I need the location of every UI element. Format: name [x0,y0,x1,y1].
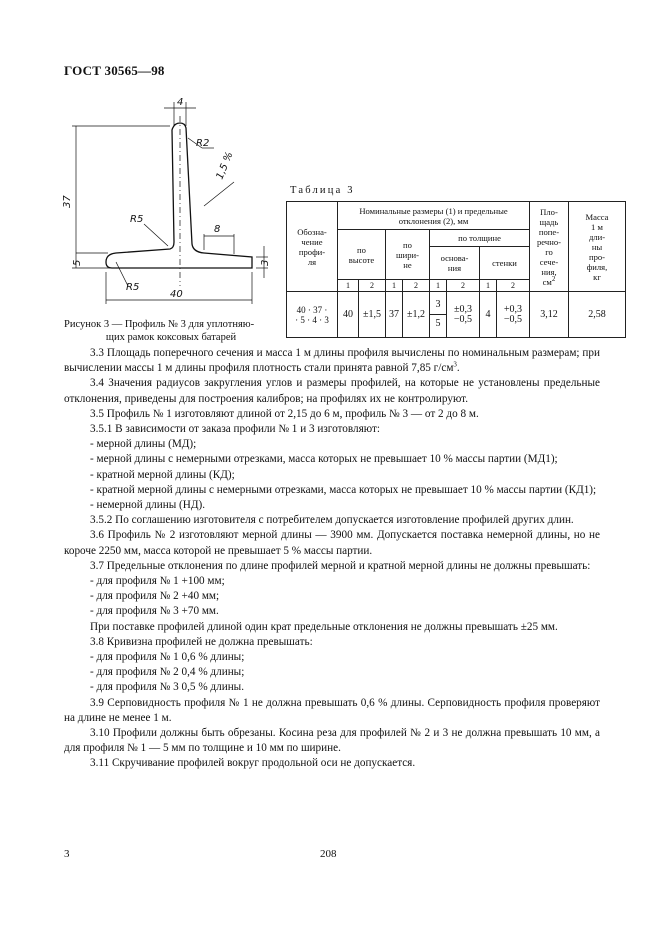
header-by-height: по высоте [338,230,386,280]
paragraph: 3.6 Профиль № 2 изготовляют мерной длины — 3900 мм. Допускается поставка немерной длины, но не короче 2250 мм, масса которой не превышает 5 % массы партии. [64,529,600,557]
dim-radius-top: R2 [196,138,210,149]
col-num: 2 [447,280,480,292]
dim-foot-height: 5 [72,259,83,266]
list-item: - для профиля № 1 0,6 % длины; [90,651,245,664]
row-width-tol: ±1,2 [403,292,430,338]
col-num: 2 [403,280,430,292]
paragraph: 3.4 Значения радиусов закругления углов и размеры профилей, на которые не установлены предельные отклонения, приведены для построения калибров; на профилях их не контролируют. [64,377,600,405]
figure-caption-line2: щих рамок коксовых батарей [105,332,237,343]
header-mass: Масса 1 м дли- ны про- филя, кг [569,202,626,292]
list-item: - немерной длины (НД). [90,499,205,512]
list-item: - для профиля № 2 +40 мм; [90,590,220,603]
header-nominal: Номинальные размеры (1) и предельные отклонения (2), мм [338,202,530,230]
paragraph: 3.5.2 По соглашению изготовителя с потребителем допускается изготовление профилей других длин. [90,514,574,527]
dim-radius-mid: R5 [130,214,144,225]
row-wall-tol: +0,3 −0,5 [497,292,530,338]
col-num: 2 [497,280,530,292]
row-mass: 2,58 [569,292,626,338]
document-header: ГОСТ 30565—98 [64,63,165,78]
col-num: 1 [338,280,359,292]
list-item: - кратной мерной длины (КД); [90,468,235,481]
row-designation: 40 · 37 · · 5 · 4 · 3 [287,292,338,338]
paragraph: 3.5.1 В зависимости от заказа профили № 1 и 3 изготовляют: [90,423,380,436]
paragraph: 3.7 Предельные отклонения по длине профилей мерной и кратной мерной длины не должны превышать: [90,559,591,572]
paragraph: 3.9 Серповидность профиля № 1 не должна превышать 0,6 % длины. Серповидность профиля проверяют на длине не менее 1 м. [64,696,600,724]
col-num: 1 [430,280,447,292]
col-num: 1 [386,280,403,292]
row-width: 37 [386,292,403,338]
list-item: - мерной длины (МД); [90,438,197,451]
list-item: - для профиля № 2 0,4 % длины; [90,666,245,679]
profile-outline [106,123,252,268]
row-area: 3,12 [530,292,569,338]
row-height-tol: ±1,5 [359,292,386,338]
list-item: - для профиля № 3 +70 мм. [90,605,219,618]
header-wall: стенки [480,247,530,280]
list-item: - кратной мерной длины с немерными отрезками, масса которых не превышает 10 % массы партии (КД1); [90,483,597,496]
row-base: 3 5 [430,292,447,338]
body-text [64,346,600,772]
table-title: Таблица 3 [290,185,355,196]
paragraph: При поставке профилей длиной один крат предельные отклонения не должны превышать ±25 мм. [90,620,558,633]
paragraph: 3.5 Профиль № 1 изготовляют длиной от 2,15 до 6 м, профиль № 3 — от 2 до 8 м. [90,407,479,420]
paragraph: 3.8 Кривизна профилей не должна превышать: [90,635,313,648]
header-base: основа- ния [430,247,480,280]
paragraph: 3.10 Профили должны быть обрезаны. Косина реза для профилей № 2 и 3 не должна превышать 10 мм, а для профиля № 1 — 5 мм по толщине и 10 мм по ширине. [64,727,600,755]
header-by-thickness: по толщине [430,230,530,247]
header-designation: Обозна- чение профи- ля [287,202,338,292]
figure-caption [64,318,278,344]
dim-height: 37 [62,195,73,208]
figure-caption-line1: Рисунок 3 — Профиль № 3 для уплотняю- [64,319,255,330]
col-num: 1 [480,280,497,292]
dim-radius-bottom: R5 [126,282,140,293]
list-item: - для профиля № 1 +100 мм; [90,575,225,588]
dim-foot-thickness: 8 [214,224,221,235]
dimension-lines [72,102,268,304]
dim-top-width: 4 [177,97,184,108]
header-by-width: по шири- не [386,230,430,280]
row-wall: 4 [480,292,497,338]
dim-slope: 1,5 % [214,150,236,182]
list-item: - для профиля № 3 0,5 % длины. [90,681,244,694]
row-base-tol: ±0,3 −0,5 [447,292,480,338]
specification-table [286,201,626,338]
col-num: 2 [359,280,386,292]
paragraph: 3.11 Скручивание профилей вокруг продольной оси не допускается. [90,757,416,770]
row-height: 40 [338,292,359,338]
dim-width: 40 [170,289,183,300]
header-area: Пло- щадь попе- речно- го сече- ния, $см^2$ [530,202,569,292]
page-number-left: 3 [64,848,70,860]
paragraph: 3.3 Площадь поперечного сечения и масса 1 м длины профиля вычислены по номинальным размерам; при вычислении массы 1 м длины профиля плотность стали принята равной 7,85 $г/см^3$. [64,347,600,375]
list-item: - мерной длины с немерными отрезками, масса которых не превышает 10 % массы партии (МД1); [90,453,558,466]
page-number-center: 208 [320,848,337,860]
dim-flange-edge: 3 [260,259,271,266]
profile-drawing [64,96,278,316]
